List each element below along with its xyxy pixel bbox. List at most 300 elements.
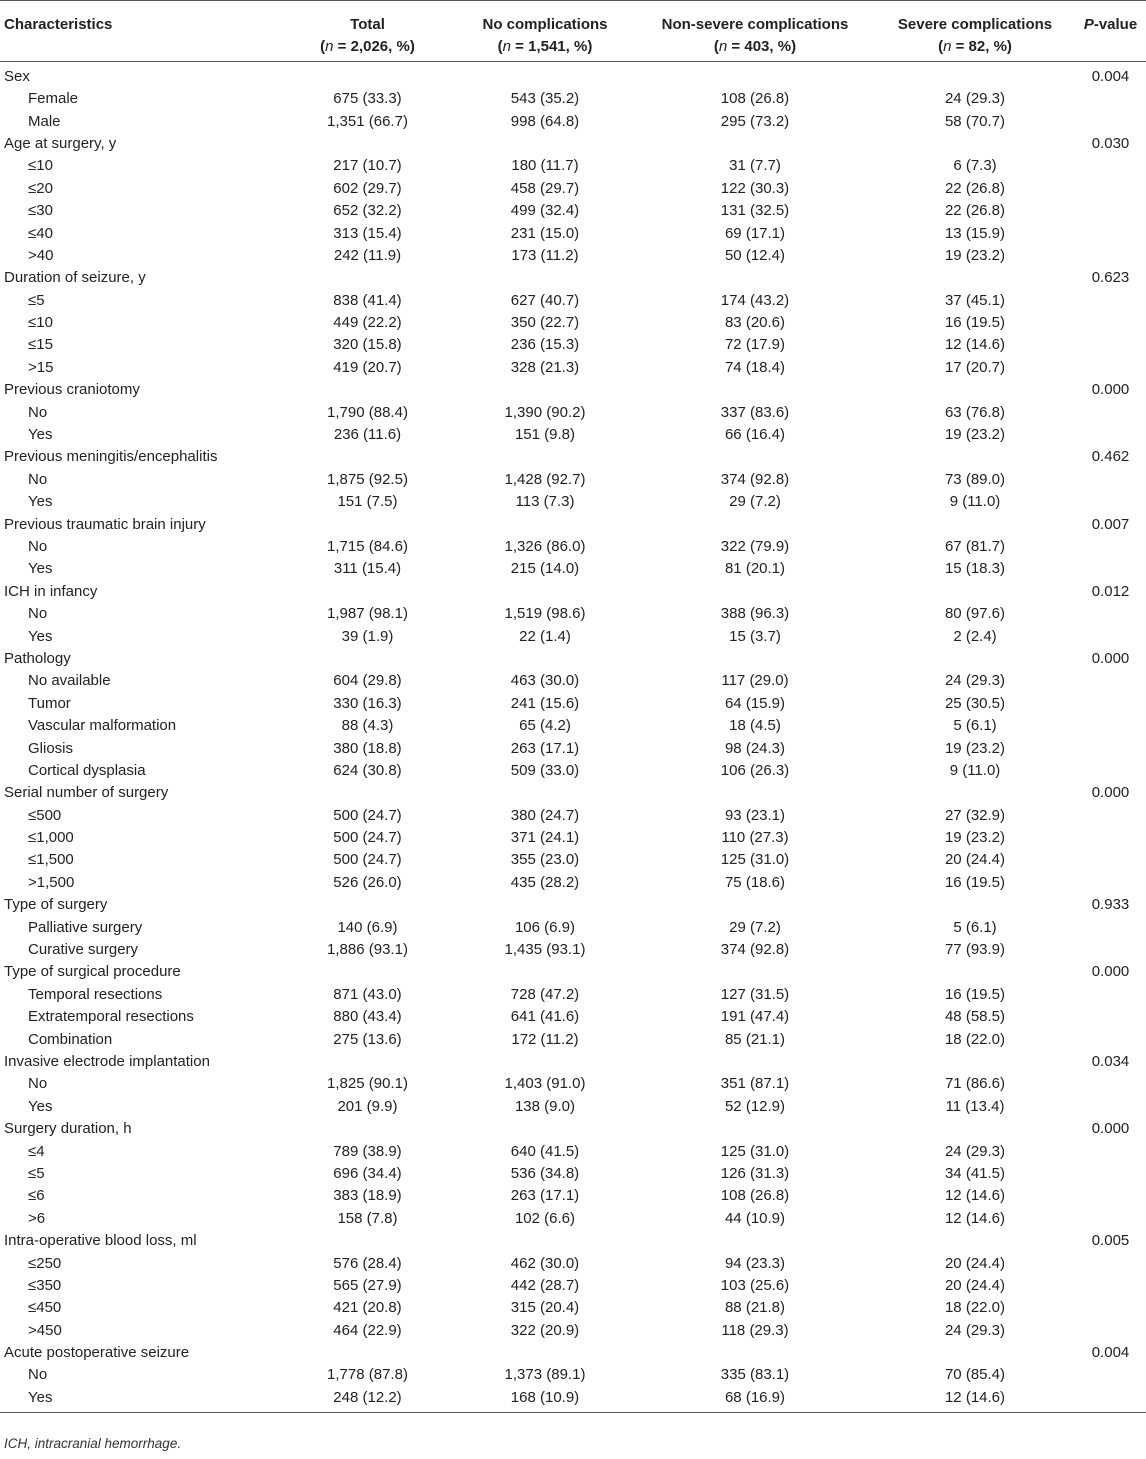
p-value-cell: 0.933: [1091, 896, 1130, 914]
table-cell: 322 (20.9): [510, 1321, 580, 1339]
table-cell: 18 (4.5): [729, 717, 781, 735]
row-label: ≤1,000: [28, 829, 74, 847]
table-cell: 313 (15.4): [333, 224, 402, 242]
table-cell: [455, 379, 635, 401]
row-label: Cortical dysplasia: [28, 761, 146, 779]
table-row: [0, 1028, 1146, 1050]
table-row: [0, 245, 1146, 267]
table-cell: 29 (7.2): [729, 918, 781, 936]
p-value-cell: [1075, 1297, 1146, 1319]
table-cell: 63 (76.8): [944, 403, 1006, 421]
table-cell: 34 (41.5): [944, 1164, 1006, 1182]
p-value-cell: [1075, 357, 1146, 379]
table-row: [0, 737, 1146, 759]
table-cell: 44 (10.9): [724, 1209, 786, 1227]
row-label: Vascular malformation: [28, 717, 177, 735]
row-label: No: [28, 403, 48, 421]
row-label: Temporal resections: [28, 985, 163, 1003]
p-value-cell: [1075, 1275, 1146, 1297]
table-cell: [635, 446, 875, 468]
table-row: [0, 1252, 1146, 1274]
table-cell: [635, 379, 875, 401]
table-cell: 19 (23.2): [944, 426, 1006, 444]
p-value-cell: [1075, 312, 1146, 334]
table-cell: 11 (13.4): [945, 1097, 1005, 1115]
table-cell: 168 (10.9): [455, 1387, 635, 1413]
table-cell: 110 (27.3): [721, 829, 789, 847]
row-label: ≤500: [28, 806, 62, 824]
p-value-cell: [1075, 737, 1146, 759]
table-group-row: [0, 1230, 1146, 1252]
table-cell: 838 (41.4): [333, 291, 402, 309]
group-label: Age at surgery, y: [4, 134, 117, 152]
table-cell: 463 (30.0): [510, 672, 580, 690]
table-cell: 449 (22.2): [333, 314, 402, 332]
table-cell: [455, 1230, 635, 1252]
p-value-cell: 0.000: [1091, 784, 1130, 802]
table-cell: 16 (19.5): [944, 873, 1006, 891]
table-group-row: [0, 1342, 1146, 1364]
table-cell: 125 (31.0): [720, 851, 790, 869]
table-cell: 624 (30.8): [333, 761, 402, 779]
table-cell: 74 (18.4): [724, 358, 786, 376]
table-footnote: ICH, intracranial hemorrhage.: [4, 1436, 182, 1451]
p-value-cell: [1075, 760, 1146, 782]
table-cell: 458 (29.7): [510, 179, 580, 197]
table-row: [0, 1006, 1146, 1028]
table-cell: 1,875 (92.5): [327, 470, 408, 488]
table-cell: [635, 62, 875, 89]
table-row: [0, 88, 1146, 110]
table-cell: 500 (24.7): [333, 806, 402, 824]
row-label: ≤350: [28, 1276, 62, 1294]
table-cell: 191 (47.4): [720, 1008, 790, 1026]
table-cell: 1,351 (66.7): [327, 112, 408, 130]
table-cell: 998 (64.8): [510, 112, 580, 130]
table-cell: 2 (2.4): [953, 627, 997, 645]
table-cell: 1,778 (87.8): [327, 1366, 408, 1384]
table-cell: 102 (6.6): [514, 1209, 576, 1227]
table-cell: 380 (24.7): [510, 806, 580, 824]
table-cell: 88 (4.3): [341, 717, 394, 735]
table-cell: 50 (12.4): [724, 246, 786, 264]
table-cell: [875, 513, 1075, 535]
table-cell: [635, 961, 875, 983]
table-cell: 236 (11.6): [333, 426, 402, 444]
table-cell: [280, 133, 455, 155]
table-cell: [455, 513, 635, 535]
table-group-row: [0, 782, 1146, 804]
table-cell: 371 (24.1): [510, 829, 580, 847]
table-cell: 88 (21.8): [724, 1299, 786, 1317]
group-label: ICH in infancy: [4, 582, 98, 600]
header-severe-complications: Severe complications (n = 82, %): [875, 1, 1075, 62]
table-cell: 374 (92.8): [720, 941, 790, 959]
p-value-cell: 0.012: [1091, 582, 1130, 600]
p-value-cell: [1075, 827, 1146, 849]
table-cell: [455, 581, 635, 603]
table-cell: 24 (29.3): [944, 672, 1006, 690]
table-cell: 65 (4.2): [519, 717, 571, 735]
table-cell: 22 (26.8): [944, 179, 1006, 197]
table-cell: 172 (11.2): [511, 1030, 579, 1048]
table-cell: 1,987 (98.1): [327, 605, 408, 623]
table-cell: [280, 1230, 455, 1252]
table-row: [0, 1073, 1146, 1095]
table-cell: 1,326 (86.0): [504, 538, 586, 555]
table-cell: 217 (10.7): [333, 157, 402, 175]
table-cell: [455, 446, 635, 468]
table-cell: 131 (32.5): [720, 202, 790, 220]
p-value-cell: [1075, 290, 1146, 312]
table-cell: 12 (14.6): [944, 336, 1006, 354]
table-cell: 9 (11.0): [949, 493, 1001, 511]
table-cell: [455, 133, 635, 155]
table-row: [0, 1163, 1146, 1185]
p-value-cell: [1075, 88, 1146, 110]
p-value-cell: [1075, 1364, 1146, 1386]
table-cell: 64 (15.9): [724, 694, 786, 712]
table-cell: 880 (43.4): [333, 1008, 402, 1026]
table-cell: [280, 267, 455, 289]
table-cell: 113 (7.3): [515, 493, 575, 511]
table-cell: 18 (22.0): [944, 1299, 1006, 1317]
table-cell: 311 (15.4): [333, 560, 402, 578]
table-cell: 19 (23.2): [944, 246, 1006, 264]
row-label: ≤40: [28, 224, 53, 242]
table-cell: 174 (43.2): [720, 291, 790, 309]
table-cell: 81 (20.1): [724, 560, 786, 578]
header-p-value: P-value: [1075, 1, 1146, 62]
table-cell: 39 (1.9): [341, 627, 394, 645]
table-cell: [455, 1342, 635, 1364]
table-cell: 117 (29.0): [721, 672, 789, 690]
table-cell: [635, 581, 875, 603]
row-label: Combination: [28, 1030, 113, 1048]
group-label: Surgery duration, h: [4, 1120, 132, 1138]
table-cell: 1,435 (93.1): [504, 941, 586, 959]
table-cell: 27 (32.9): [944, 806, 1006, 824]
table-cell: 1,790 (88.4): [327, 403, 408, 421]
table-group-row: [0, 894, 1146, 916]
p-value-cell: [1075, 1387, 1146, 1413]
table-cell: 871 (43.0): [333, 985, 402, 1003]
table-cell: 462 (30.0): [510, 1254, 580, 1272]
table-row: [0, 357, 1146, 379]
table-cell: 320 (15.8): [333, 336, 402, 354]
row-label: Curative surgery: [28, 941, 139, 959]
p-value-cell: [1075, 200, 1146, 222]
table-row: [0, 312, 1146, 334]
p-value-cell: [1075, 625, 1146, 647]
table-cell: 1,886 (93.1): [327, 941, 408, 959]
row-label: ≤15: [28, 336, 53, 354]
group-label: Type of surgery: [4, 896, 108, 914]
row-label: >40: [28, 246, 54, 264]
table-cell: 388 (96.3): [720, 605, 790, 623]
table-cell: [875, 446, 1075, 468]
p-value-cell: [1075, 401, 1146, 423]
table-cell: [875, 648, 1075, 670]
table-cell: 122 (30.3): [720, 179, 790, 197]
row-label: ≤1,500: [28, 851, 74, 869]
table-cell: 31 (7.7): [729, 157, 781, 175]
table-row: [0, 715, 1146, 737]
table-cell: 1,825 (90.1): [327, 1075, 408, 1093]
table-cell: 526 (26.0): [333, 873, 402, 891]
table-cell: 19 (23.2): [944, 739, 1006, 757]
table-cell: 421 (20.8): [333, 1299, 402, 1317]
table-cell: 70 (85.4): [944, 1366, 1006, 1384]
table-cell: [635, 267, 875, 289]
table-cell: [635, 648, 875, 670]
table-cell: 263 (17.1): [510, 739, 580, 757]
table-cell: 15 (3.7): [729, 627, 781, 645]
table-cell: 71 (86.6): [944, 1075, 1006, 1093]
p-value-cell: 0.004: [1091, 1344, 1130, 1362]
group-label: Type of surgical procedure: [4, 963, 181, 981]
table-cell: 24 (29.3): [944, 1142, 1006, 1160]
table-group-row: [0, 446, 1146, 468]
table-cell: [280, 1051, 455, 1073]
table-cell: [875, 62, 1075, 89]
table-cell: 24 (29.3): [944, 90, 1006, 108]
table-cell: [280, 782, 455, 804]
table-group-row: [0, 62, 1146, 89]
p-value-cell: [1075, 1140, 1146, 1162]
row-label: No: [28, 538, 48, 555]
group-label: Intra-operative blood loss, ml: [4, 1232, 197, 1250]
row-label: ≤6: [28, 1187, 45, 1205]
table-cell: 13 (15.9): [944, 224, 1006, 242]
row-label: Male: [28, 112, 61, 130]
table-cell: [280, 379, 455, 401]
table-cell: 73 (89.0): [944, 470, 1006, 488]
p-value-cell: [1075, 939, 1146, 961]
table-cell: 602 (29.7): [333, 179, 402, 197]
table-group-row: [0, 581, 1146, 603]
p-value-cell: [1075, 1252, 1146, 1274]
p-value-cell: [1075, 1319, 1146, 1341]
table-cell: 509 (33.0): [510, 761, 580, 779]
row-label: No: [28, 1075, 48, 1093]
table-group-row: [0, 513, 1146, 535]
p-value-cell: [1075, 693, 1146, 715]
table-cell: 67 (81.7): [944, 538, 1006, 555]
table-cell: [280, 513, 455, 535]
table-cell: [455, 782, 635, 804]
table-cell: 93 (23.1): [724, 806, 786, 824]
table-cell: 98 (24.3): [724, 739, 786, 757]
p-value-cell: [1075, 558, 1146, 580]
row-label: No: [28, 605, 48, 623]
row-label: ≤10: [28, 157, 53, 175]
table-group-row: [0, 1051, 1146, 1073]
p-value-cell: 0.034: [1091, 1052, 1130, 1070]
table-cell: [875, 581, 1075, 603]
table-cell: 138 (9.0): [514, 1097, 576, 1115]
p-value-cell: [1075, 424, 1146, 446]
row-label: Palliative surgery: [28, 918, 143, 936]
group-label: Previous craniotomy: [4, 381, 140, 399]
row-label: Female: [28, 90, 79, 108]
table-cell: 20 (24.4): [944, 1254, 1006, 1272]
p-value-cell: 0.623: [1091, 269, 1130, 287]
row-label: Yes: [28, 426, 53, 444]
table-cell: 58 (70.7): [944, 112, 1006, 130]
row-label: ≤450: [28, 1299, 62, 1317]
p-value-cell: 0.000: [1091, 1120, 1130, 1138]
table-cell: 22 (1.4): [519, 627, 571, 645]
table-cell: [875, 1051, 1075, 1073]
table-row: [0, 1297, 1146, 1319]
table-row: [0, 1208, 1146, 1230]
p-value-cell: [1075, 670, 1146, 692]
table-cell: [875, 267, 1075, 289]
p-value-cell: 0.462: [1091, 448, 1130, 466]
table-cell: 12 (14.6): [875, 1387, 1075, 1413]
row-label: Yes: [28, 1097, 53, 1115]
p-value-cell: 0.030: [1091, 134, 1130, 152]
table-cell: 500 (24.7): [333, 851, 402, 869]
p-value-cell: [1075, 1208, 1146, 1230]
table-cell: [280, 894, 455, 916]
table-body: [0, 62, 1146, 1413]
p-value-cell: [1075, 872, 1146, 894]
row-label: ≤5: [28, 1164, 45, 1182]
table-cell: 106 (6.9): [514, 918, 576, 936]
table-cell: 1,390 (90.2): [504, 403, 586, 421]
table-cell: 24 (29.3): [944, 1321, 1006, 1339]
group-label: Sex: [4, 68, 30, 85]
row-label: Yes: [0, 1387, 280, 1413]
table-cell: [875, 379, 1075, 401]
table-cell: [280, 446, 455, 468]
table-cell: 536 (34.8): [510, 1164, 580, 1182]
table-cell: 374 (92.8): [720, 470, 790, 488]
p-value-cell: [1075, 1185, 1146, 1207]
table-row: [0, 1364, 1146, 1386]
table-cell: 231 (15.0): [510, 224, 580, 242]
table-cell: 29 (7.2): [729, 493, 781, 511]
header-total: Total (n = 2,026, %): [280, 1, 455, 62]
row-label: ≤250: [28, 1254, 62, 1272]
table-cell: 83 (20.6): [724, 314, 786, 332]
table-cell: 173 (11.2): [511, 246, 579, 264]
row-label: ≤5: [28, 291, 45, 309]
table-row: [0, 760, 1146, 782]
table-cell: [635, 133, 875, 155]
table-cell: 641 (41.6): [510, 1008, 580, 1026]
table-cell: [875, 1342, 1075, 1364]
table-cell: [280, 62, 455, 89]
header-no-complications: No complications (n = 1,541, %): [455, 1, 635, 62]
table-cell: 1,403 (91.0): [504, 1075, 586, 1093]
table-cell: 20 (24.4): [944, 851, 1006, 869]
table-cell: 380 (18.8): [333, 739, 402, 757]
table-cell: 77 (93.9): [944, 941, 1006, 959]
table-cell: 263 (17.1): [510, 1187, 580, 1205]
table-cell: 94 (23.3): [724, 1254, 786, 1272]
table-cell: 350 (22.7): [510, 314, 580, 332]
table-cell: 151 (7.5): [337, 493, 398, 511]
table-cell: [635, 1230, 875, 1252]
table-row: [0, 827, 1146, 849]
table-cell: 1,428 (92.7): [504, 470, 586, 488]
p-value-cell: [1075, 222, 1146, 244]
group-label: Previous traumatic brain injury: [4, 515, 206, 533]
table-cell: [455, 62, 635, 89]
table-cell: 5 (6.1): [953, 717, 997, 735]
table-cell: [280, 581, 455, 603]
p-value-cell: [1075, 178, 1146, 200]
p-value-cell: [1075, 334, 1146, 356]
row-label: No: [28, 1366, 48, 1384]
table-row: [0, 849, 1146, 871]
table-cell: 322 (79.9): [720, 538, 790, 555]
table-cell: 499 (32.4): [510, 202, 580, 220]
table-cell: 248 (12.2): [280, 1387, 455, 1413]
table-cell: 242 (11.9): [333, 246, 402, 264]
table-cell: 19 (23.2): [944, 829, 1006, 847]
table-cell: 442 (28.7): [510, 1276, 580, 1294]
table-row: [0, 110, 1146, 132]
p-value-cell: [1075, 245, 1146, 267]
table-cell: 69 (17.1): [724, 224, 786, 242]
table-cell: 127 (31.5): [720, 985, 790, 1003]
table-cell: 22 (26.8): [944, 202, 1006, 220]
table-cell: 500 (24.7): [333, 829, 402, 847]
table-cell: 1,373 (89.1): [504, 1366, 586, 1384]
table-row: [0, 693, 1146, 715]
table-row: [0, 939, 1146, 961]
row-label: ≤30: [28, 202, 53, 220]
table-cell: 330 (16.3): [333, 694, 402, 712]
p-value-cell: [1075, 715, 1146, 737]
p-value-cell: [1075, 1006, 1146, 1028]
table-row: [0, 155, 1146, 177]
table-cell: 25 (30.5): [944, 694, 1006, 712]
table-row: [0, 625, 1146, 647]
group-label: Invasive electrode implantation: [4, 1052, 210, 1070]
table-row: [0, 603, 1146, 625]
table-cell: 315 (20.4): [510, 1299, 580, 1317]
table-cell: [455, 894, 635, 916]
table-cell: [635, 1051, 875, 1073]
table-cell: [635, 1118, 875, 1140]
table-cell: 337 (83.6): [720, 403, 790, 421]
row-label: ≤20: [28, 179, 53, 197]
row-label: >450: [28, 1321, 62, 1339]
table-row: [0, 805, 1146, 827]
table-cell: 351 (87.1): [720, 1075, 790, 1093]
row-label: No available: [28, 672, 111, 690]
p-value-cell: [1075, 110, 1146, 132]
table-row: [0, 469, 1146, 491]
table-group-row: [0, 267, 1146, 289]
group-label: Pathology: [4, 649, 71, 667]
table-cell: 565 (27.9): [333, 1276, 402, 1294]
table-cell: 85 (21.1): [724, 1030, 786, 1048]
table-row: [0, 558, 1146, 580]
table-cell: 328 (21.3): [510, 358, 580, 376]
table-cell: [455, 1118, 635, 1140]
table-cell: [280, 1118, 455, 1140]
table-cell: [280, 648, 455, 670]
row-label: >1,500: [28, 873, 75, 891]
table-row: [0, 1275, 1146, 1297]
header-characteristics: Characteristics: [0, 1, 280, 62]
